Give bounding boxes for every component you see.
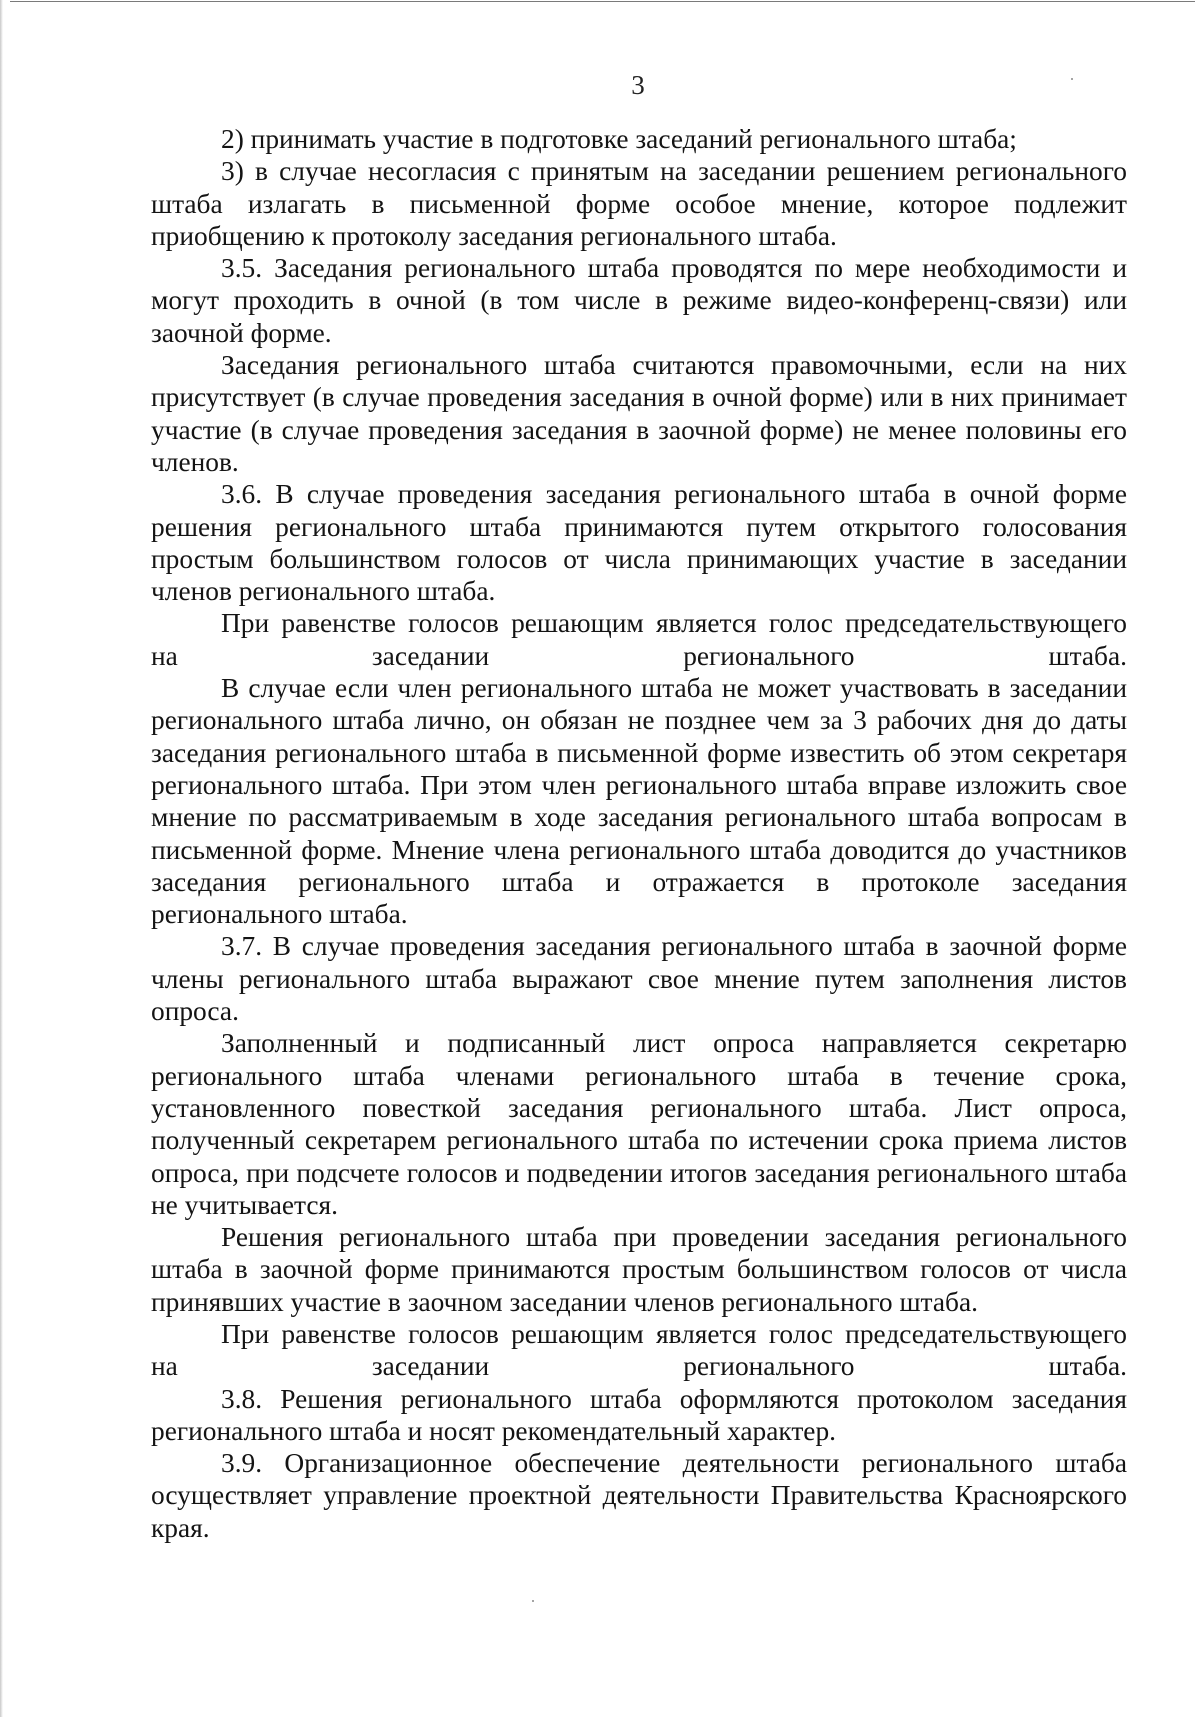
paragraph-tie-vote-absentee: При равенстве голосов решающим является голос председательствующего на заседании регионального штаба. xyxy=(151,1318,1127,1382)
scan-speck xyxy=(532,1600,534,1602)
scan-speck xyxy=(1071,78,1073,80)
paragraph-survey-sheet: Заполненный и подписанный лист опроса направляется секретарю регионального штаба членами регионального штаба в течение срока, установленного повесткой заседания регионального штаба. Лист опроса, полученный секретарем регионального штаба по истечении срока приема листов опроса, при подсчете голосов и подведении итогов заседания регионального штаба не учитывается. xyxy=(151,1028,1127,1220)
document-body xyxy=(151,123,1127,1544)
scan-top-edge xyxy=(10,1,1195,2)
paragraph-absentee-decisions: Решения регионального штаба при проведении заседания регионального штаба в заочной форме принимаются простым большинством голосов от числа принявших участие в заочном заседании членов регионального штаба. xyxy=(151,1222,1127,1317)
paragraph-right-2: 2) принимать участие в подготовке заседаний регионального штаба; xyxy=(221,124,1017,154)
page-number: 3 xyxy=(631,70,645,100)
paragraph-quorum: Заседания регионального штаба считаются правомочными, если на них присутствует (в случае проведения заседания в очной форме) или в них принимает участие (в случае проведения заседания в заочной форме) не менее половины его членов. xyxy=(151,350,1127,477)
paragraph-3-8: 3.8. Решения регионального штаба оформляются протоколом заседания регионального штаба и носят рекомендательный характер. xyxy=(151,1383,1127,1446)
paragraph-absent-member: В случае если член регионального штаба не может участвовать в заседании регионального штаба лично, он обязан не позднее чем за 3 рабочих дня до даты заседания регионального штаба в письменной форме известить об этом секретаря регионального штаба. При этом член регионального штаба вправе изложить свое мнение по рассматриваемым в ходе заседания регионального штаба вопросам в письменной форме. Мнение члена регионального штаба доводится до участников заседания регионального штаба и отражается в протоколе заседания регионального штаба. xyxy=(151,673,1127,930)
paragraph-tie-vote-in-person: При равенстве голосов решающим является голос председательствующего на заседании регионального штаба. xyxy=(151,608,1127,671)
scan-left-edge xyxy=(0,0,3,1717)
paragraph-3-7: 3.7. В случае проведения заседания регионального штаба в заочной форме члены регионального штаба выражают свое мнение путем заполнения листов опроса. xyxy=(151,931,1127,1027)
paragraph-3-5: 3.5. Заседания регионального штаба проводятся по мере необходимости и могут проходить в очной (в том числе в режиме видео-конференц-связи) или заочной форме. xyxy=(151,253,1127,348)
paragraph-right-3: 3) в случае несогласия с принятым на заседании решением регионального штаба излагать в письменной форме особое мнение, которое подлежит приобщению к протоколу заседания регионального штаба. xyxy=(151,156,1127,251)
paragraph-3-6: 3.6. В случае проведения заседания регионального штаба в очной форме решения регионального штаба принимаются путем открытого голосования простым большинством голосов от числа принимающих участие в заседании членов регионального штаба. xyxy=(151,479,1127,607)
paragraph-3-9: 3.9. Организационное обеспечение деятельности регионального штаба осуществляет управление проектной деятельности Правительства Красноярского края. xyxy=(151,1448,1127,1543)
